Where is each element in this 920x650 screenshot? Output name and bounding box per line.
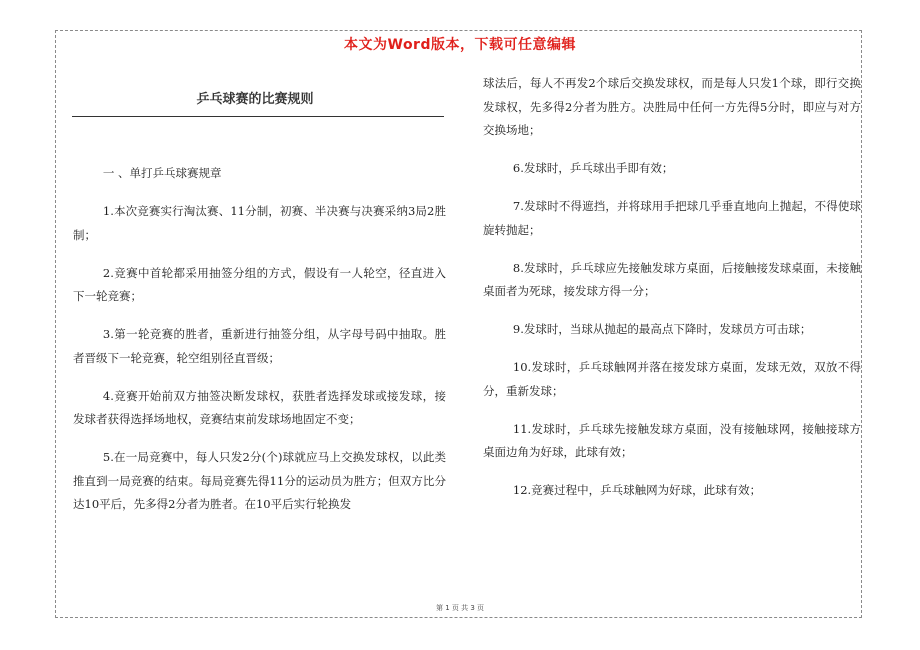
rule-paragraph-5: 5.在一局竞赛中，每人只发2分(个)球就应马上交换发球权，以此类推直到一局竞赛的结束。每局竞赛先得11分的运动员为胜方；但双方比分达10平后，先多得2分者为胜者。在10平后实行轮换发 [73,450,446,511]
left-column [73,162,446,531]
document-title: 乒乓球赛的比赛规则 [196,92,314,107]
rule-paragraph-11: 11.发球时，乒乓球先接触发球方桌面，没有接触球网，接触接球方桌面边角为好球，此球有效； [483,421,861,459]
rule-paragraph-10: 10.发球时，乒乓球触网并落在接发球方桌面，发球无效，双放不得分，重新发球； [483,360,861,398]
rule-paragraph-3: 3.第一轮竞赛的胜者，重新进行抽签分组，从字母号码中抽取。胜者晋级下一轮竞赛，轮空组别径直晋级； [73,327,446,365]
rule-paragraph-4: 4.竞赛开始前双方抽签决断发球权，获胜者选择发球或接发球，接发球者获得选择场地权，竞赛结束前发球场地固定不变； [73,388,446,426]
page-number: 第 1 页 共 3 页 [435,604,485,612]
rule-paragraph-7: 7.发球时不得遮挡，并将球用手把球几乎垂直地向上抛起，不得使球旋转抛起； [483,199,861,237]
rule-paragraph-1: 1.本次竞赛实行淘汰赛、11分制，初赛、半决赛与决赛采纳3局2胜制； [73,204,446,242]
rule-paragraph-2: 2.竞赛中首轮都采用抽签分组的方式，假设有一人轮空，径直进入下一轮竞赛； [73,265,446,303]
download-banner: 本文为Word版本，下载可任意编辑 [344,37,576,53]
rule-paragraph-5-continued: 球法后，每人不再发2个球后交换发球权，而是每人只发1个球，即行交换发球权，先多得2分者为胜方。决胜局中任何一方先得5分时，即应与对方交换场地； [483,76,861,137]
section-heading: 一 、单打乒乓球赛规章 [102,166,222,180]
rule-paragraph-12: 12.竞赛过程中，乒乓球触网为好球，此球有效； [512,483,762,497]
rule-paragraph-8: 8.发球时，乒乓球应先接触发球方桌面，后接触接发球桌面，未接触桌面者为死球，接发球方得一分； [483,260,861,298]
rule-paragraph-9: 9.发球时，当球从抛起的最高点下降时，发球员方可击球； [512,322,812,336]
title-underline [72,116,444,117]
rule-paragraph-6: 6.发球时，乒乓球出手即有效； [512,161,674,175]
right-column [483,72,861,517]
